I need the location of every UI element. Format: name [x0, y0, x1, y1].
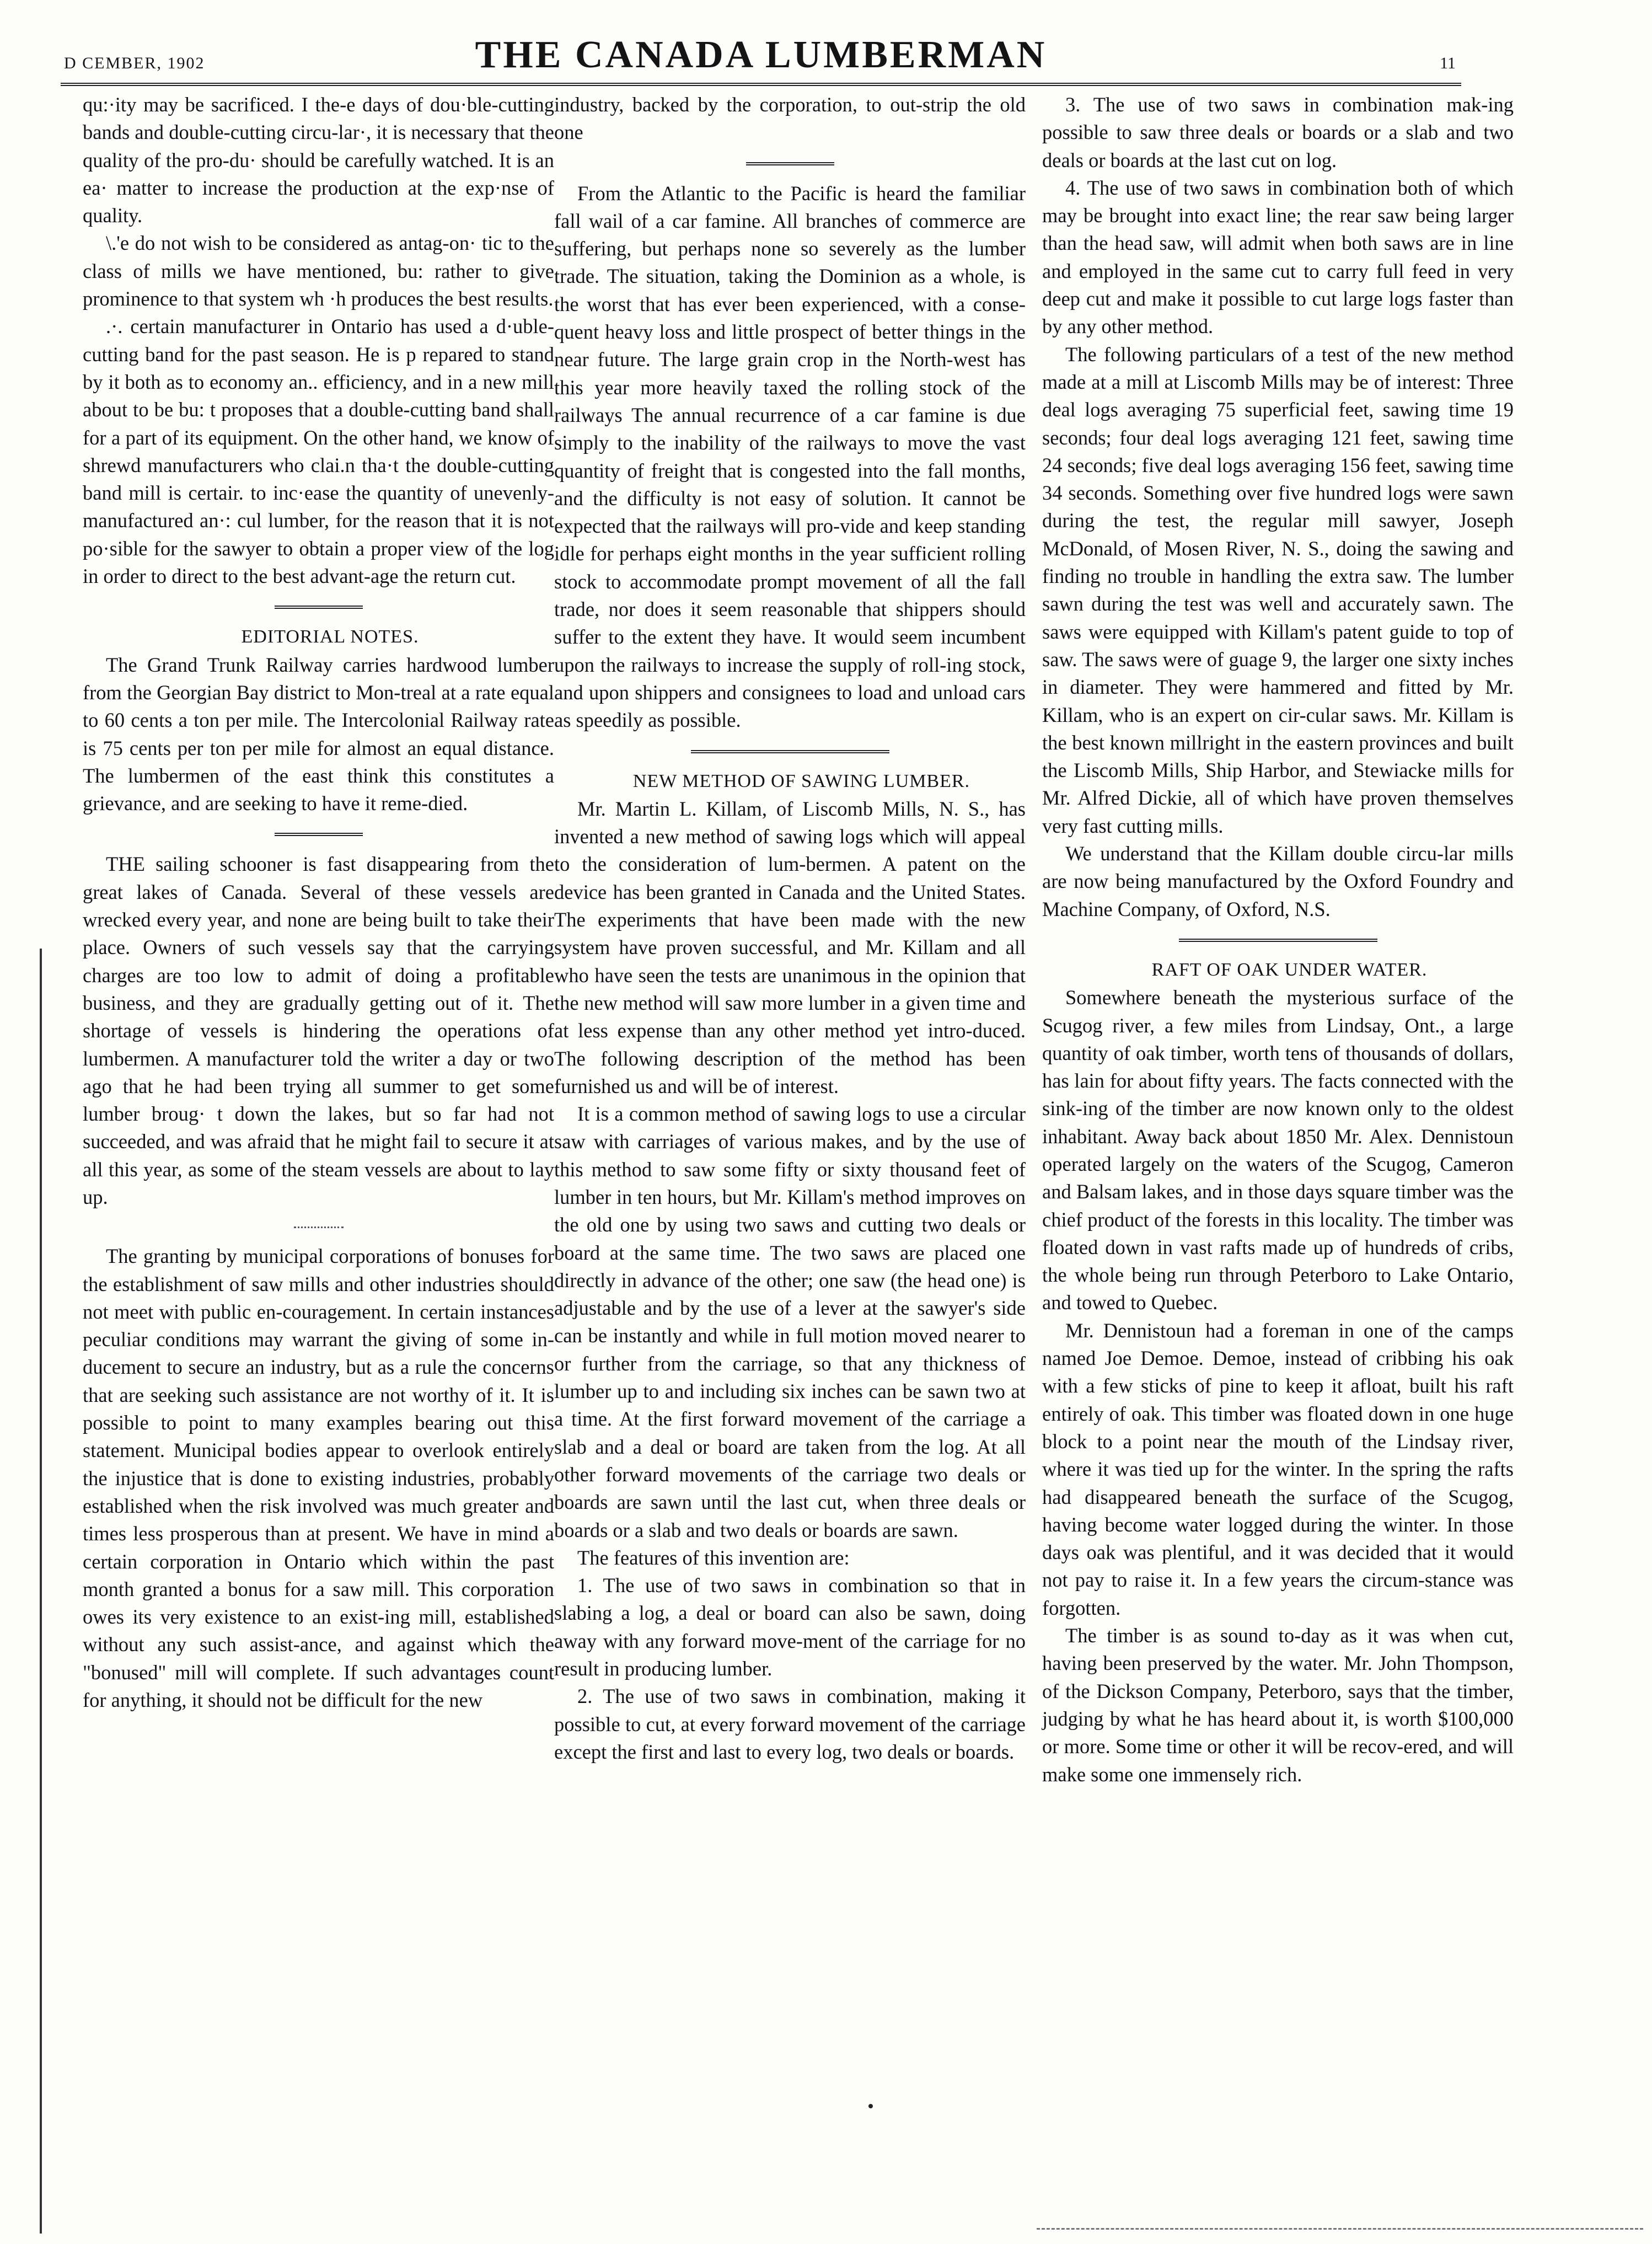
paragraph: industry, backed by the corporation, to out-strip the old one — [554, 93, 1026, 144]
masthead-title: THE CANADA LUMBERMAN — [475, 34, 1047, 76]
paragraph: \.'e do not wish to be considered as antag-on· tic to the class of mills we have mentioned, bu: rather to give prominence to that system wh ·h produces the best results. — [83, 232, 554, 310]
paragraph: From the Atlantic to the Pacific is heard the familiar fall wail of a car famine. All branches of commerce are suffering, but perhaps none so severely as the lumber trade. The situation, taking the Dominion as a whole, is the worst that has ever been experienced, with a conse-quent heavy loss and little prospect of better things in the near future. The large grain crop in the North-west has this year more heavily taxed the rolling stock of the railways The annual recurrence of a car famine is due simply to the inability of the railways to move the vast quantity of freight that is congested into the fall months, and the difficulty is not easy of solution. It cannot be expected that the railways will pro-vide and keep standing idle for perhaps eight months in the year sufficient rolling stock to accommodate prompt movement of all the fall trade, nor does it seem reasonable that shippers should suffer to the extent they have. It would seem incumbent upon the railways to increase the supply of roll-ing stock, and upon shippers and consignees to load and unload cars as speedily as possible. — [554, 181, 1026, 732]
paragraph: The following particulars of a test of the new method made at a mill at Liscomb Mills may be of interest: Three deal logs averaging 75 superficial feet, sawing time 19 seconds; four deal logs averaging 121 feet, sawing time 24 seconds; five deal logs averaging 156 feet, sawing time 34 seconds. Something over five hundred logs were sawn during the test, the regular mill sawyer, Joseph McDonald, of Mosen River, N. S., doing the sawing and finding no trouble in handling the extra saw. The lumber sawn during the test was well and accurately sawn. The saws were equipped with Killam's patent guide to top of saw. The saws were of guage 9, the larger one sixty inches in diameter. They were hammered and fitted by Mr. Killam, who is an expert on cir-cular saws. Mr. Killam is the best known millright in the eastern provinces and built the Liscomb Mills, Ship Harbor, and Stewiacke mills for Mr. Alfred Dickie, all of which have proven themselves very fast cutting mills. — [1042, 342, 1514, 837]
print-speck — [868, 2104, 873, 2108]
section-divider — [275, 833, 363, 836]
paragraph: qu:·ity may be sacrificed. I the-e days of dou·ble-cutting bands and double-cutting circu-lar·, it is necessary that the quality of the pro-du· should be carefully watched. It is an ea· matter to increase the production at the exp·nse of quality. — [83, 93, 554, 227]
column-3 — [1042, 91, 1514, 1788]
paragraph: 1. The use of two saws in combination so that in slabing a log, a deal or board can also be sawn, doing away with any forward move-ment of the carriage for no result in producing lumber. — [554, 1574, 1026, 1680]
column-1 — [83, 91, 554, 1714]
bottom-rule — [1037, 2228, 1643, 2230]
paragraph: It is a common method of sawing logs to use a circular saw with carriages of various makes, and by the use of this method to saw some fifty or sixty thousand feet of lumber in ten hours, but Mr. Killam's method improves on the old one by using two saws and cutting two deals or board at the same time. The two saws are placed one directly in advance of the other; one saw (the head one) is adjustable and by the use of a lever at the sawyer's side can be instantly and while in full motion moved nearer to or further from the carriage, so that any thickness of lumber up to and including six inches can be sawn two at a time. At the first forward movement of the carriage a slab and a deal or board are taken from the log. At all other forward movements of the carriage two deals or boards are sawn until the last cut, when three deals or boards or a slab and two deals or boards are sawn. — [554, 1102, 1026, 1541]
paragraph: THE sailing schooner is fast disappearing from the great lakes of Canada. Several of these vessels are wrecked every year, and none are being built to take their place. Owners of such vessels say that the carrying charges are too low to admit of doing a profitable business, and they are gradually getting out of it. The shortage of vessels is hindering the operations of lumbermen. A manufacturer told the writer a day or two ago that he had been trying all summer to get some lumber broug· t down the lakes, but so far had not succeeded, and was afraid that he might fail to secure it at all this year, as some of the steam vessels are about to lay up. — [83, 853, 554, 1208]
paragraph: The granting by municipal corporations of bonuses for the establishment of saw mills and other industries should not meet with public en-couragement. In certain instances peculiar conditions may warrant the giving of some in-ducement to secure an industry, but as a rule the concerns that are seeking such assistance are not worthy of it. It is possible to point to many examples bearing out this statement. Municipal bodies appear to overlook entirely the injustice that is done to existing industries, probably established when the risk involved was much greater and times less prosperous than at present. We have in mind a certain corporation in Ontario which within the past month granted a bonus for a saw mill. This corporation owes its very existence to an exist-ing mill, established without any such assist-ance, and against which the "bonused" mill will complete. If such advantages count for anything, it should not be difficult for the new — [83, 1245, 554, 1712]
paragraph: Mr. Dennistoun had a foreman in one of the camps named Joe Demoe. Demoe, instead of cribbing his oak with a few sticks of pine to keep it afloat, built his raft entirely of oak. This timber was floated down in one huge block to a point near the mouth of the Lindsay river, where it was tied up for the winter. In the spring the rafts had disappeared beneath the surface of the Scugog, having become water logged during the winter. In those days oak was plentiful, and it was decided that it would not pay to raise it. In a few years the circum-stance was forgotten. — [1042, 1319, 1514, 1619]
section-heading-raft-of-oak: RAFT OF OAK UNDER WATER. — [1151, 959, 1428, 980]
section-divider — [294, 1227, 344, 1228]
section-divider — [275, 606, 363, 609]
binding-rule — [40, 949, 42, 2234]
paragraph: The Grand Trunk Railway carries hardwood lumber from the Georgian Bay district to Mon-treal at a rate equal to 60 cents a ton per mile. The Intercolonial Railway rate is 75 cents per ton per mile for almost an equal distance. The lumbermen of the east think this constitutes a grievance, and are seeking to have it reme-died. — [83, 653, 554, 815]
column-2 — [554, 91, 1026, 1766]
section-heading-editorial-notes: EDITORIAL NOTES. — [241, 626, 419, 647]
paragraph: Mr. Martin L. Killam, of Liscomb Mills, N. S., has invented a new method of sawing logs which will appeal to the consideration of lum-bermen. A patent on the device has been granted in Canada and the United States. The experiments that have been made with the new system have proven successful, and Mr. Killam and all who have seen the tests are unanimous in the opinion that the new method will saw more lumber in a given time and at less expense than any other method yet intro-duced. The following description of the method has been furnished us and will be of interest. — [554, 797, 1026, 1097]
paragraph: 3. The use of two saws in combination mak-ing possible to saw three deals or boards or a slab and two deals or boards at the last cut on log. — [1042, 93, 1514, 172]
section-heading-new-method: NEW METHOD OF SAWING LUMBER. — [632, 770, 970, 791]
page-number: 11 — [1440, 54, 1456, 72]
header-rule — [61, 83, 1461, 86]
paragraph: 4. The use of two saws in combination both of which may be brought into exact line; the rear saw being larger than the head saw, will admit when both saws are in line and employed in the same cut to carry full feed in very deep cut and make it possible to cut large logs faster than by any other method. — [1042, 176, 1514, 338]
page-header — [61, 33, 1461, 83]
paragraph: The features of this invention are: — [577, 1546, 850, 1569]
issue-date: D CEMBER, 1902 — [64, 54, 205, 72]
section-divider — [746, 162, 834, 165]
section-divider — [691, 750, 889, 753]
paragraph: 2. The use of two saws in combination, making it possible to cut, at every forward movement of the carriage except the first and last to every log, two deals or boards. — [554, 1685, 1026, 1763]
paragraph: The timber is as sound to-day as it was when cut, having been preserved by the water. Mr. John Thompson, of the Dickson Company, Peterboro, says that the timber, judging by what he has heard about it, is worth $100,000 or more. Some time or other it will be recov-ered, and will make some one immensely rich. — [1042, 1624, 1514, 1786]
paragraph: .·. certain manufacturer in Ontario has used a d·uble-cutting band for the past season. He is p repared to stand by it both as to economy an.. efficiency, and in a new mill about to be bu: t proposes that a double-cutting band shall for a part of its equipment. On the other hand, we know of shrewd manufacturers who clai.n tha·t the double-cutting band mill is certair. to inc·ease the quantity of unevenly-manufactured an·: cul lumber, for the reason that it is not po·sible for the sawyer to obtain a proper view of the log in order to direct to the best advant-age the return cut. — [83, 315, 554, 588]
section-divider — [1179, 939, 1377, 942]
paragraph: Somewhere beneath the mysterious surface of the Scugog river, a few miles from Lindsay, Ont., a large quantity of oak timber, worth tens of thousands of dollars, has lain for about fifty years. The facts connected with the sink-ing of the timber are now known only to the oldest inhabitant. Away back about 1850 Mr. Alex. Dennistoun operated largely on the waters of the Scugog, Cameron and Balsam lakes, and in those days square timber was the chief product of the forests in this locality. The timber was floated down in vast rafts made up of hundreds of cribs, the whole being run through Peterboro to Lake Ontario, and towed to Quebec. — [1042, 986, 1514, 1314]
paragraph: We understand that the Killam double circu-lar mills are now being manufactured by the Oxford Foundry and Machine Company, of Oxford, N.S. — [1042, 842, 1514, 920]
